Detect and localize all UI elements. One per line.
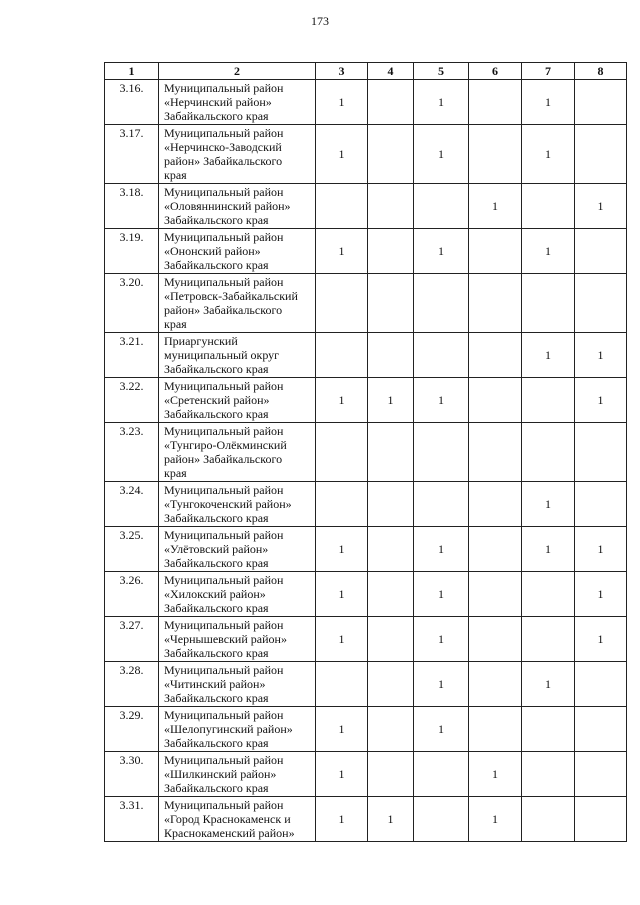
value-cell-col-3: 1 (316, 229, 368, 274)
value-cell-col-3: 1 (316, 378, 368, 423)
district-name-line: «Тунгиро-Олёкминский (164, 438, 287, 452)
value-cell-col-6 (469, 527, 522, 572)
value-cell-col-3: 1 (316, 125, 368, 184)
district-name-line: «Улётовский район» (164, 542, 269, 556)
row-number: 3.24. (105, 482, 159, 527)
value-cell-col-7 (522, 423, 575, 482)
row-number: 3.19. (105, 229, 159, 274)
value-cell-col-6 (469, 125, 522, 184)
row-number: 3.30. (105, 752, 159, 797)
district-name-line: «Город Краснокаменск и (164, 812, 291, 826)
table-row (105, 752, 627, 797)
value-cell-col-6 (469, 423, 522, 482)
district-name-line: Муниципальный район (164, 483, 284, 497)
district-name-line: Муниципальный район (164, 618, 284, 632)
table-row (105, 229, 627, 274)
column-header-2: 2 (159, 63, 316, 80)
value-cell-col-5: 1 (414, 527, 469, 572)
district-name-line: Муниципальный район (164, 185, 284, 199)
value-cell-col-8 (575, 707, 627, 752)
value-cell-col-3 (316, 423, 368, 482)
district-name-line: Забайкальского края (164, 646, 269, 660)
district-name (159, 378, 316, 423)
table-row (105, 378, 627, 423)
value-cell-col-4: 1 (368, 797, 414, 842)
value-cell-col-5 (414, 423, 469, 482)
district-name-line: Забайкальского края (164, 213, 269, 227)
value-cell-col-4 (368, 662, 414, 707)
district-name-line: район» Забайкальского (164, 154, 283, 168)
district-name (159, 572, 316, 617)
value-cell-col-3 (316, 662, 368, 707)
table-header-row (105, 63, 627, 80)
value-cell-col-4 (368, 572, 414, 617)
value-cell-col-5: 1 (414, 378, 469, 423)
value-cell-col-8 (575, 80, 627, 125)
district-name (159, 80, 316, 125)
value-cell-col-8 (575, 797, 627, 842)
column-header-8: 8 (575, 63, 627, 80)
value-cell-col-7: 1 (522, 482, 575, 527)
district-name-line: края (164, 168, 187, 182)
district-name-line: Муниципальный район (164, 230, 284, 244)
value-cell-col-5: 1 (414, 229, 469, 274)
value-cell-col-8: 1 (575, 184, 627, 229)
table-row (105, 125, 627, 184)
value-cell-col-8 (575, 274, 627, 333)
value-cell-col-5 (414, 752, 469, 797)
district-name-line: «Нерчинский район» (164, 95, 272, 109)
district-name-line: Забайкальского края (164, 781, 269, 795)
column-header-6: 6 (469, 63, 522, 80)
district-name-line: Приаргунский (164, 334, 238, 348)
row-number: 3.25. (105, 527, 159, 572)
value-cell-col-6 (469, 333, 522, 378)
district-name (159, 527, 316, 572)
table-row (105, 617, 627, 662)
value-cell-col-6 (469, 482, 522, 527)
district-name-line: Муниципальный район (164, 708, 284, 722)
value-cell-col-4 (368, 482, 414, 527)
district-name-line: «Петровск-Забайкальский (164, 289, 298, 303)
district-name-line: Забайкальского края (164, 109, 269, 123)
row-number: 3.28. (105, 662, 159, 707)
table-row (105, 572, 627, 617)
value-cell-col-4 (368, 527, 414, 572)
district-name-line: Забайкальского края (164, 556, 269, 570)
value-cell-col-4 (368, 229, 414, 274)
value-cell-col-5: 1 (414, 80, 469, 125)
value-cell-col-6 (469, 707, 522, 752)
value-cell-col-4 (368, 707, 414, 752)
table-row (105, 797, 627, 842)
value-cell-col-7 (522, 274, 575, 333)
district-name-line: Забайкальского края (164, 736, 269, 750)
row-number: 3.16. (105, 80, 159, 125)
value-cell-col-5 (414, 333, 469, 378)
value-cell-col-6 (469, 229, 522, 274)
value-cell-col-3: 1 (316, 80, 368, 125)
value-cell-col-3: 1 (316, 527, 368, 572)
value-cell-col-3: 1 (316, 617, 368, 662)
value-cell-col-7 (522, 378, 575, 423)
value-cell-col-8 (575, 482, 627, 527)
district-name-line: муниципальный округ (164, 348, 280, 362)
table-row (105, 184, 627, 229)
value-cell-col-7 (522, 184, 575, 229)
district-name (159, 797, 316, 842)
value-cell-col-7 (522, 797, 575, 842)
column-header-4: 4 (368, 63, 414, 80)
district-name-line: район» Забайкальского (164, 303, 283, 317)
value-cell-col-8: 1 (575, 617, 627, 662)
column-header-7: 7 (522, 63, 575, 80)
page-number: 173 (311, 14, 329, 28)
district-name-line: Муниципальный район (164, 573, 284, 587)
district-name (159, 662, 316, 707)
district-name-line: Забайкальского края (164, 407, 269, 421)
district-name-line: Муниципальный район (164, 528, 284, 542)
row-number: 3.21. (105, 333, 159, 378)
value-cell-col-3 (316, 482, 368, 527)
value-cell-col-7: 1 (522, 527, 575, 572)
row-number: 3.20. (105, 274, 159, 333)
district-name-line: Забайкальского края (164, 362, 269, 376)
district-name-line: «Сретенский район» (164, 393, 270, 407)
row-number: 3.18. (105, 184, 159, 229)
district-name-line: «Читинский район» (164, 677, 266, 691)
value-cell-col-6 (469, 572, 522, 617)
value-cell-col-5 (414, 482, 469, 527)
district-name-line: Забайкальского края (164, 601, 269, 615)
district-name-line: Забайкальского края (164, 511, 269, 525)
district-name-line: «Шелопугинский район» (164, 722, 293, 736)
value-cell-col-4 (368, 274, 414, 333)
table-row (105, 707, 627, 752)
value-cell-col-3: 1 (316, 572, 368, 617)
value-cell-col-3 (316, 333, 368, 378)
value-cell-col-4 (368, 752, 414, 797)
value-cell-col-3 (316, 184, 368, 229)
district-name-line: Муниципальный район (164, 798, 284, 812)
value-cell-col-7: 1 (522, 125, 575, 184)
district-name-line: края (164, 466, 187, 480)
value-cell-col-4 (368, 423, 414, 482)
value-cell-col-4 (368, 617, 414, 662)
table-row (105, 423, 627, 482)
table-row (105, 662, 627, 707)
value-cell-col-8 (575, 752, 627, 797)
row-number: 3.23. (105, 423, 159, 482)
row-number: 3.27. (105, 617, 159, 662)
value-cell-col-7 (522, 752, 575, 797)
district-name (159, 423, 316, 482)
district-name (159, 482, 316, 527)
district-name (159, 229, 316, 274)
table-row (105, 274, 627, 333)
value-cell-col-3 (316, 274, 368, 333)
table-row (105, 80, 627, 125)
value-cell-col-6: 1 (469, 184, 522, 229)
column-header-3: 3 (316, 63, 368, 80)
district-name-line: район» Забайкальского (164, 452, 283, 466)
value-cell-col-5: 1 (414, 572, 469, 617)
value-cell-col-4 (368, 125, 414, 184)
value-cell-col-7: 1 (522, 662, 575, 707)
column-header-5: 5 (414, 63, 469, 80)
value-cell-col-5 (414, 797, 469, 842)
value-cell-col-6: 1 (469, 797, 522, 842)
value-cell-col-8 (575, 125, 627, 184)
value-cell-col-4 (368, 80, 414, 125)
value-cell-col-8 (575, 662, 627, 707)
district-name-line: Муниципальный район (164, 753, 284, 767)
value-cell-col-6 (469, 378, 522, 423)
value-cell-col-5 (414, 184, 469, 229)
value-cell-col-7: 1 (522, 333, 575, 378)
district-name-line: Краснокаменский район» (164, 826, 295, 840)
district-name-line: Муниципальный район (164, 379, 284, 393)
value-cell-col-7 (522, 617, 575, 662)
district-name-line: «Хилокский район» (164, 587, 266, 601)
value-cell-col-8 (575, 229, 627, 274)
value-cell-col-5: 1 (414, 707, 469, 752)
value-cell-col-3: 1 (316, 707, 368, 752)
district-name-line: Муниципальный район (164, 126, 284, 140)
value-cell-col-8: 1 (575, 527, 627, 572)
value-cell-col-3: 1 (316, 797, 368, 842)
district-name (159, 274, 316, 333)
value-cell-col-7: 1 (522, 80, 575, 125)
table-row (105, 482, 627, 527)
value-cell-col-5 (414, 274, 469, 333)
district-name-line: «Тунгокоченский район» (164, 497, 292, 511)
value-cell-col-8: 1 (575, 378, 627, 423)
row-number: 3.17. (105, 125, 159, 184)
district-name-line: «Нерчинско-Заводский (164, 140, 282, 154)
value-cell-col-5: 1 (414, 125, 469, 184)
district-name-line: Забайкальского края (164, 691, 269, 705)
district-name (159, 617, 316, 662)
value-cell-col-7: 1 (522, 229, 575, 274)
district-name (159, 184, 316, 229)
value-cell-col-4 (368, 184, 414, 229)
value-cell-col-4 (368, 333, 414, 378)
table-body (105, 80, 627, 842)
table-row (105, 527, 627, 572)
district-name-line: Муниципальный район (164, 663, 284, 677)
value-cell-col-6 (469, 80, 522, 125)
district-name-line: «Оловяннинский район» (164, 199, 291, 213)
value-cell-col-8: 1 (575, 333, 627, 378)
value-cell-col-6: 1 (469, 752, 522, 797)
table-row (105, 333, 627, 378)
district-name-line: Забайкальского края (164, 258, 269, 272)
district-name-line: «Чернышевский район» (164, 632, 287, 646)
value-cell-col-8: 1 (575, 572, 627, 617)
district-name (159, 752, 316, 797)
district-name (159, 333, 316, 378)
district-name (159, 125, 316, 184)
value-cell-col-3: 1 (316, 752, 368, 797)
district-name (159, 707, 316, 752)
row-number: 3.26. (105, 572, 159, 617)
value-cell-col-6 (469, 274, 522, 333)
value-cell-col-7 (522, 572, 575, 617)
district-name-line: края (164, 317, 187, 331)
value-cell-col-5: 1 (414, 617, 469, 662)
column-header-1: 1 (105, 63, 159, 80)
district-name-line: «Ононский район» (164, 244, 261, 258)
district-name-line: Муниципальный район (164, 424, 284, 438)
district-name-line: «Шилкинский район» (164, 767, 277, 781)
value-cell-col-6 (469, 662, 522, 707)
district-name-line: Муниципальный район (164, 275, 284, 289)
value-cell-col-4: 1 (368, 378, 414, 423)
value-cell-col-5: 1 (414, 662, 469, 707)
value-cell-col-7 (522, 707, 575, 752)
row-number: 3.29. (105, 707, 159, 752)
row-number: 3.31. (105, 797, 159, 842)
value-cell-col-8 (575, 423, 627, 482)
municipal-districts-table (104, 62, 627, 842)
district-name-line: Муниципальный район (164, 81, 284, 95)
value-cell-col-6 (469, 617, 522, 662)
row-number: 3.22. (105, 378, 159, 423)
